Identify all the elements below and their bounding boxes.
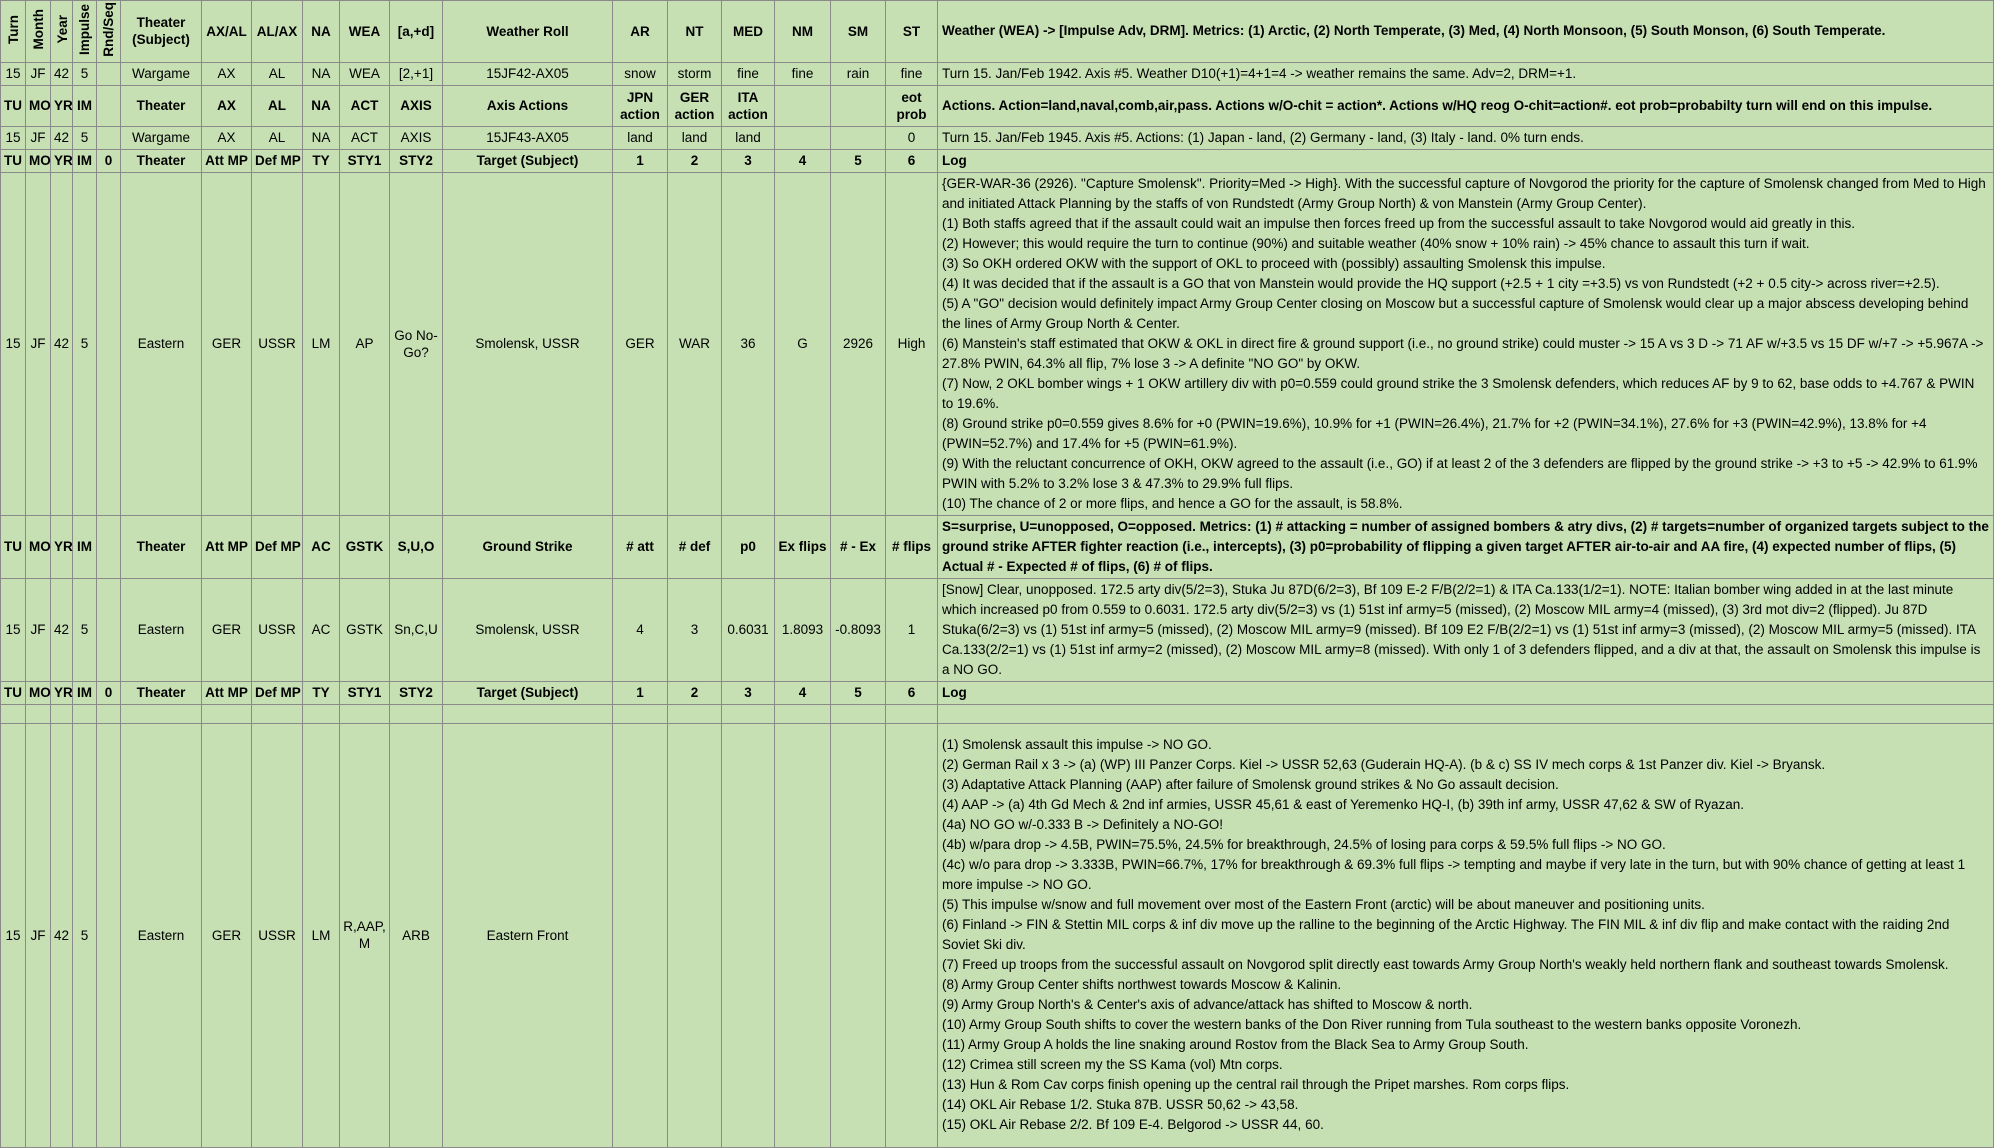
header-cell[interactable]: Month	[26, 1, 51, 63]
header-cell[interactable]: YR	[51, 681, 73, 704]
header-cell[interactable]: AX	[202, 85, 252, 126]
log-cell[interactable]	[938, 723, 1994, 1147]
header-cell[interactable]: TY	[303, 149, 340, 172]
cell[interactable]: 3	[668, 578, 722, 681]
header-cell[interactable]: Theater	[121, 515, 202, 578]
header-cell[interactable]: NA	[303, 85, 340, 126]
log-line: (7) Freed up troops from the successful assault on Novgorod split directly east towards Army Group North's weakly held northern flank and southeast towards Smolensk.	[942, 957, 1949, 973]
cell[interactable]: Wargame	[121, 62, 202, 85]
header-cell[interactable]	[97, 85, 121, 126]
cell[interactable]: JF	[26, 172, 51, 515]
cell[interactable]: 42	[51, 578, 73, 681]
header-cell[interactable]: Impulse	[73, 1, 97, 63]
header-cell[interactable]: AXIS	[390, 85, 443, 126]
empty-cell[interactable]	[340, 704, 390, 723]
cell[interactable]: [2,+1]	[390, 62, 443, 85]
cell[interactable]	[886, 723, 938, 1147]
cell[interactable]: 5	[73, 126, 97, 149]
header-cell[interactable]: 4	[775, 681, 831, 704]
cell[interactable]: Smolensk, USSR	[443, 578, 613, 681]
header-cell[interactable]: TU	[1, 85, 26, 126]
cell[interactable]	[775, 126, 831, 149]
header-cell[interactable]: AR	[613, 1, 668, 63]
log-cell[interactable]: Weather (WEA) -> [Impulse Adv, DRM]. Metrics: (1) Arctic, (2) North Temperate, (3) Med, (4) North Monsoon, (5) South Monson, (6) South Temperate.	[938, 1, 1994, 63]
cell[interactable]	[97, 172, 121, 515]
cell[interactable]: 1	[886, 578, 938, 681]
header-cell[interactable]: Ground Strike	[443, 515, 613, 578]
header-cell[interactable]: TU	[1, 515, 26, 578]
header-cell[interactable]: 6	[886, 681, 938, 704]
cell[interactable]: 5	[73, 723, 97, 1147]
cell[interactable]: AL	[252, 62, 303, 85]
cell[interactable]	[722, 723, 775, 1147]
cell[interactable]: GER	[202, 578, 252, 681]
header-cell[interactable]: YR	[51, 515, 73, 578]
header-cell[interactable]: Axis Actions	[443, 85, 613, 126]
cell[interactable]	[97, 578, 121, 681]
empty-cell[interactable]	[886, 704, 938, 723]
weather-header-row	[1, 1, 1994, 63]
header-cell[interactable]: IM	[73, 515, 97, 578]
cell[interactable]: 0.6031	[722, 578, 775, 681]
log-line: (4) It was decided that if the assault is a GO that von Manstein would provide the HQ support (+2.5 + 1 city =+3.5) vs von Rundstedt (+2 + 0.5 city-> across river=+2.5).	[942, 275, 1940, 291]
log-line: (5) A "GO" decision would definitely impact Army Group Center closing on Moscow but a successful capture of Smolensk would clear up a major abscess developing behind the lines of Army Group North & Center.	[942, 295, 1969, 331]
log-line: (11) Army Group A holds the line snaking around Rostov from the Black Sea to Army Group South.	[942, 1037, 1529, 1053]
header-cell[interactable]: 0	[97, 681, 121, 704]
header-cell[interactable]: Att MP	[202, 149, 252, 172]
header-cell[interactable]: IM	[73, 149, 97, 172]
header-cell[interactable]: ST	[886, 1, 938, 63]
empty-cell[interactable]	[390, 704, 443, 723]
header-cell[interactable]: Theater	[121, 681, 202, 704]
cell[interactable]: Sn,C,U	[390, 578, 443, 681]
header-cell[interactable]: 4	[775, 149, 831, 172]
log-line: (13) Hun & Rom Cav corps finish opening up the central rail through the Pripet marshes. Rom corps flips.	[942, 1077, 1570, 1093]
header-cell[interactable]: 5	[831, 149, 886, 172]
header-cell[interactable]: AL/AX	[252, 1, 303, 63]
cell[interactable]	[97, 723, 121, 1147]
empty-cell[interactable]	[252, 704, 303, 723]
header-cell[interactable]: Year	[51, 1, 73, 63]
empty-cell[interactable]	[121, 704, 202, 723]
eastern-front-row	[1, 723, 1994, 1147]
header-cell[interactable]: TU	[1, 681, 26, 704]
log-cell[interactable]: Log	[938, 681, 1994, 704]
header-cell[interactable]: Weather Roll	[443, 1, 613, 63]
log-cell[interactable]: Turn 15. Jan/Feb 1945. Axis #5. Actions: (1) Japan - land, (2) Germany - land, (3) Italy - land. 0% turn ends.	[938, 126, 1994, 149]
cell[interactable]: G	[775, 172, 831, 515]
log-cell[interactable]: Log	[938, 149, 1994, 172]
header-cell[interactable]: AC	[303, 515, 340, 578]
log-cell[interactable]	[938, 172, 1994, 515]
cell[interactable]: fine	[722, 62, 775, 85]
cell[interactable]	[831, 126, 886, 149]
cell[interactable]: USSR	[252, 172, 303, 515]
header-cell[interactable]: 6	[886, 149, 938, 172]
log-line: {GER-WAR-36 (2926). "Capture Smolensk". Priority=Med -> High}. With the successful capture of Novgorod the priority for the capture of Smolensk changed from Med to High and initiated Attack Planning by the staffs of von Rundstedt (Army Group North) & von Manstein (Army Group Center).	[942, 175, 1986, 211]
header-cell[interactable]: [a,+d]	[390, 1, 443, 63]
header-cell[interactable]: 0	[97, 149, 121, 172]
log-line: (9) With the reluctant concurrence of OKH, OKW agreed to the assault (i.e., GO) if at least 2 of the 3 defenders are flipped by the ground strike -> +3 to +5 -> 42.9% to 61.9% PWIN with 5.2% to 3.2% lose 3 & 47.3% to 29.9% full flips.	[942, 455, 1978, 491]
cell[interactable]: land	[613, 126, 668, 149]
header-cell[interactable]: 5	[831, 681, 886, 704]
header-cell[interactable]: WEA	[340, 1, 390, 63]
empty-cell[interactable]	[613, 704, 668, 723]
cell[interactable]: NA	[303, 126, 340, 149]
header-cell[interactable]: Def MP	[252, 149, 303, 172]
header-cell[interactable]: 3	[722, 681, 775, 704]
header-cell[interactable]: SM	[831, 1, 886, 63]
cell[interactable]: WEA	[340, 62, 390, 85]
header-cell[interactable]: Theater	[121, 149, 202, 172]
header-cell[interactable]: STY1	[340, 149, 390, 172]
header-cell[interactable]: # flips	[886, 515, 938, 578]
header-cell[interactable]: TU	[1, 149, 26, 172]
log-line: (4b) w/para drop -> 4.5B, PWIN=75.5%, 24.5% for breakthrough, 24.5% of losing para corps & 59.5% full flips -> NO GO.	[942, 837, 1666, 853]
empty-cell[interactable]	[443, 704, 613, 723]
cell[interactable]: JF	[26, 126, 51, 149]
header-cell[interactable]	[831, 85, 886, 126]
cell[interactable]: 15	[1, 172, 26, 515]
gstk-data-row	[1, 578, 1994, 681]
cell[interactable]: 42	[51, 62, 73, 85]
header-cell[interactable]: MO	[26, 149, 51, 172]
actions-data-row	[1, 126, 1994, 149]
cell[interactable]: 2926	[831, 172, 886, 515]
cell[interactable]: LM	[303, 723, 340, 1147]
header-cell[interactable]: IM	[73, 85, 97, 126]
cell[interactable]: 42	[51, 723, 73, 1147]
empty-cell[interactable]	[26, 704, 51, 723]
header-cell[interactable]: STY1	[340, 681, 390, 704]
cell[interactable]: 15	[1, 578, 26, 681]
header-cell[interactable]: Theater	[121, 85, 202, 126]
empty-cell[interactable]	[73, 704, 97, 723]
log-line: (9) Army Group North's & Center's axis of advance/attack has shifted to Moscow & north.	[942, 997, 1473, 1013]
cell[interactable]: GER	[202, 723, 252, 1147]
header-cell[interactable]: p0	[722, 515, 775, 578]
header-cell[interactable]: Rnd/Seq	[97, 1, 121, 63]
cell[interactable]: High	[886, 172, 938, 515]
cell[interactable]: 15	[1, 62, 26, 85]
cell[interactable]: snow	[613, 62, 668, 85]
empty-cell[interactable]	[831, 704, 886, 723]
cell[interactable]: USSR	[252, 578, 303, 681]
header-cell[interactable]: AL	[252, 85, 303, 126]
cell[interactable]: ARB	[390, 723, 443, 1147]
log-line: (8) Army Group Center shifts northwest towards Moscow & Kalinin.	[942, 977, 1342, 993]
header-cell[interactable]: NT	[668, 1, 722, 63]
cell[interactable]: 15	[1, 723, 26, 1147]
header-cell[interactable]	[775, 85, 831, 126]
log-line: (2) German Rail x 3 -> (a) (WP) III Panzer Corps. Kiel -> USSR 52,63 (Guderain HQ-A). (b & c) SS IV mech corps & 1st Panzer div. Kiel -> Bryansk.	[942, 757, 1826, 773]
cell[interactable]	[97, 62, 121, 85]
empty-cell[interactable]	[722, 704, 775, 723]
cell[interactable]: Wargame	[121, 126, 202, 149]
cell[interactable]: Smolensk, USSR	[443, 172, 613, 515]
empty-cell[interactable]	[1, 704, 26, 723]
cell[interactable]: 1.8093	[775, 578, 831, 681]
header-cell[interactable]: Theater (Subject)	[121, 1, 202, 63]
cell[interactable]: 36	[722, 172, 775, 515]
header-cell[interactable]: Att MP	[202, 515, 252, 578]
header-cell[interactable]: ITA action	[722, 85, 775, 126]
cell[interactable]: AX	[202, 62, 252, 85]
header-cell[interactable]: Target (Subject)	[443, 681, 613, 704]
header-cell[interactable]: 3	[722, 149, 775, 172]
empty-cell[interactable]	[938, 704, 1994, 723]
cell[interactable]	[97, 126, 121, 149]
header-cell[interactable]: Att MP	[202, 681, 252, 704]
cell[interactable]: Go No-Go?	[390, 172, 443, 515]
cell[interactable]: Eastern	[121, 723, 202, 1147]
cell[interactable]: GSTK	[340, 578, 390, 681]
cell[interactable]: AC	[303, 578, 340, 681]
header-cell[interactable]: 2	[668, 681, 722, 704]
log-cell[interactable]: S=surprise, U=unopposed, O=opposed. Metrics: (1) # attacking = number of assigned bombers & atry divs, (2) # targets=number of organized targets subject to the ground strike AFTER fighter reaction (i.e., intercepts), (3) p0=probability of flipping a given target AFTER air-to-air and AA fire, (4) expected number of flips, (5) Actual # - Expected # of flips, (6) # of flips.	[938, 515, 1994, 578]
cell[interactable]: -0.8093	[831, 578, 886, 681]
cell[interactable]: AL	[252, 126, 303, 149]
cell[interactable]: GER	[202, 172, 252, 515]
cell[interactable]: JF	[26, 62, 51, 85]
cell[interactable]: Eastern	[121, 172, 202, 515]
log-line: (5) This impulse w/snow and full movement over most of the Eastern Front (arctic) will be about maneuver and positioning units.	[942, 897, 1705, 913]
blank-row	[1, 704, 1994, 723]
header-cell[interactable]: # def	[668, 515, 722, 578]
header-cell[interactable]: S,U,O	[390, 515, 443, 578]
header-cell[interactable]: Turn	[1, 1, 26, 63]
header-cell[interactable]: NM	[775, 1, 831, 63]
header-cell[interactable]: MO	[26, 85, 51, 126]
header-cell[interactable]: MO	[26, 515, 51, 578]
log-line: (14) OKL Air Rebase 1/2. Stuka 87B. USSR 50,62 -> 43,58.	[942, 1097, 1299, 1113]
log-line: (6) Finland -> FIN & Stettin MIL corps & inf div move up the ralline to the beginning of the Arctic Highway. The FIN MIL & inf div flip and make contact with the raiding 2nd Soviet Ski div.	[942, 917, 1950, 953]
empty-cell[interactable]	[51, 704, 73, 723]
log-line: (1) Smolensk assault this impulse -> NO GO.	[942, 737, 1212, 753]
cell[interactable]: fine	[775, 62, 831, 85]
cell[interactable]	[613, 723, 668, 1147]
cell[interactable]: Eastern Front	[443, 723, 613, 1147]
empty-cell[interactable]	[202, 704, 252, 723]
cell[interactable]	[775, 723, 831, 1147]
cell[interactable]: USSR	[252, 723, 303, 1147]
log-line: (7) Now, 2 OKL bomber wings + 1 OKW artillery div with p0=0.559 could ground strike the 3 Smolensk defenders, which reduces AF by 9 to 62, base odds to +4.767 & PWIN to 19.6%.	[942, 375, 1975, 411]
log-line: (8) Ground strike p0=0.559 gives 8.6% for +0 (PWIN=19.6%), 10.9% for +1 (PWIN=26.4%), 21.7% for +2 (PWIN=34.1%), 27.6% for +3 (PWIN=42.9%), 13.8% for +4 (PWIN=52.7%) and 17.4% for +5 (PWIN=61.9%).	[942, 415, 1927, 451]
header-cell[interactable]: NA	[303, 1, 340, 63]
header-cell[interactable]: GSTK	[340, 515, 390, 578]
actions-header-row	[1, 85, 1994, 126]
cell[interactable]	[831, 723, 886, 1147]
log-cell[interactable]: Actions. Action=land,naval,comb,air,pass. Actions w/O-chit = action*. Actions w/HQ reog O-chit=action#. eot prob=probabilty turn will end on this impulse.	[938, 85, 1994, 126]
header-cell[interactable]: Target (Subject)	[443, 149, 613, 172]
header-cell[interactable]: eot prob	[886, 85, 938, 126]
log-line: (3) Adaptative Attack Planning (AAP) after failure of Smolensk ground strikes & No Go assault decision.	[942, 777, 1559, 793]
header-cell[interactable]: # - Ex	[831, 515, 886, 578]
cell[interactable]: Eastern	[121, 578, 202, 681]
cell[interactable]: JF	[26, 578, 51, 681]
header-cell[interactable]: 2	[668, 149, 722, 172]
cell[interactable]: AX	[202, 126, 252, 149]
log-cell[interactable]: [Snow] Clear, unopposed. 172.5 arty div(5/2=3), Stuka Ju 87D(6/2=3), Bf 109 E-2 F/B(2/2=1) & ITA Ca.133(1/2=1). NOTE: Italian bomber wing added in at the last minute which increased p0 from 0.559 to 0.6031. 172.5 arty div(5/2=3) vs (1) 51st inf army=5 (missed), (2) Moscow MIL army=4 (missed), (3) 3rd mot div=2 (flipped). Ju 87D Stuka(6/2=3) vs (1) 51st inf army=5 (missed), (2) Moscow MIL army=9 (missed). Bf 109 E2 F/B(2/2=1) vs (1) 51st inf army=3 (missed), (2) Moscow MIL army=5 (missed). ITA Ca.133(2/2=1) vs (1) 51st inf army=2 (missed), (2) Moscow MIL army=8 (missed). With only 1 of 3 defenders flipped, and a div at that, the assault on Smolensk this impulse is a NO GO.	[938, 578, 1994, 681]
cell[interactable]: 0	[886, 126, 938, 149]
log-cell[interactable]: Turn 15. Jan/Feb 1942. Axis #5. Weather D10(+1)=4+1=4 -> weather remains the same. Adv=2, DRM=+1.	[938, 62, 1994, 85]
empty-cell[interactable]	[303, 704, 340, 723]
cell[interactable]: AP	[340, 172, 390, 515]
empty-cell[interactable]	[97, 704, 121, 723]
gstk-header-row	[1, 515, 1994, 578]
cell[interactable]: AXIS	[390, 126, 443, 149]
log-line: (15) OKL Air Rebase 2/2. Bf 109 E-4. Belgorod -> USSR 44, 60.	[942, 1117, 1324, 1133]
cell[interactable]: NA	[303, 62, 340, 85]
smolensk-plan-row	[1, 172, 1994, 515]
header-cell[interactable]: STY2	[390, 149, 443, 172]
log-line: (6) Manstein's staff estimated that OKW & OKL in direct fire & ground support (i.e., no ground strike) could muster -> 15 A vs 3 D -> 71 AF w/+3.5 vs 15 DF w/+7 -> +5.967A -> 27.8% PWIN, 64.3% all flip, 7% lose 3 -> A definite "NO GO" by OKW.	[942, 335, 1984, 371]
log-header-row-2	[1, 681, 1994, 704]
header-cell[interactable]: STY2	[390, 681, 443, 704]
header-cell[interactable]: Ex flips	[775, 515, 831, 578]
log-line: (12) Crimea still screen my the SS Kama (vol) Mtn corps.	[942, 1057, 1283, 1073]
header-cell[interactable]: Def MP	[252, 515, 303, 578]
header-cell[interactable]: # att	[613, 515, 668, 578]
log-line: (10) Army Group South shifts to cover the western banks of the Don River running from Tula southeast to the western banks opposite Voronezh.	[942, 1017, 1802, 1033]
header-cell[interactable]: AX/AL	[202, 1, 252, 63]
header-cell[interactable]	[97, 515, 121, 578]
cell[interactable]	[668, 723, 722, 1147]
log-line: (1) Both staffs agreed that if the assault could wait an impulse then forces freed up from the successful assault to take Novgorod would aid greatly in this.	[942, 215, 1855, 231]
log-line: (2) However; this would require the turn to continue (90%) and suitable weather (40% snow + 10% rain) -> 45% chance to assault this turn if wait.	[942, 235, 1810, 251]
cell[interactable]: 15	[1, 126, 26, 149]
cell[interactable]: 42	[51, 172, 73, 515]
log-header-row	[1, 149, 1994, 172]
header-cell[interactable]: GER action	[668, 85, 722, 126]
cell[interactable]: 15JF42-AX05	[443, 62, 613, 85]
header-cell[interactable]: 1	[613, 149, 668, 172]
cell[interactable]: 4	[613, 578, 668, 681]
cell[interactable]: land	[722, 126, 775, 149]
empty-cell[interactable]	[775, 704, 831, 723]
header-cell[interactable]: IM	[73, 681, 97, 704]
header-cell[interactable]: Def MP	[252, 681, 303, 704]
cell[interactable]: rain	[831, 62, 886, 85]
cell[interactable]: storm	[668, 62, 722, 85]
log-line: (4c) w/o para drop -> 3.333B, PWIN=66.7%, 17% for breakthrough & 69.3% full flips -> tempting and maybe if very late in the turn, but with 90% chance of getting at least 1 more impulse -> NO GO.	[942, 857, 1966, 893]
cell[interactable]: GER	[613, 172, 668, 515]
cell[interactable]: 5	[73, 578, 97, 681]
cell[interactable]: 5	[73, 62, 97, 85]
log-line: (3) So OKH ordered OKW with the support of OKL to proceed with (possibly) assaulting Smolensk this impulse.	[942, 255, 1606, 271]
log-line: (4a) NO GO w/-0.333 B -> Definitely a NO-GO!	[942, 817, 1223, 833]
empty-cell[interactable]	[668, 704, 722, 723]
cell[interactable]: land	[668, 126, 722, 149]
cell[interactable]: ACT	[340, 126, 390, 149]
cell[interactable]: JF	[26, 723, 51, 1147]
header-cell[interactable]: JPN action	[613, 85, 668, 126]
cell[interactable]: LM	[303, 172, 340, 515]
header-cell[interactable]: 1	[613, 681, 668, 704]
log-line: (4) AAP -> (a) 4th Gd Mech & 2nd inf armies, USSR 45,61 & east of Yeremenko HQ-I, (b) 39th inf army, USSR 47,62 & SW of Ryazan.	[942, 797, 1744, 813]
header-cell[interactable]: MO	[26, 681, 51, 704]
header-cell[interactable]: ACT	[340, 85, 390, 126]
log-line: (10) The chance of 2 or more flips, and hence a GO for the assault, is 58.8%.	[942, 495, 1403, 511]
cell[interactable]: 5	[73, 172, 97, 515]
header-cell[interactable]: YR	[51, 85, 73, 126]
header-cell[interactable]: MED	[722, 1, 775, 63]
cell[interactable]: R,AAP, M	[340, 723, 390, 1147]
cell[interactable]: WAR	[668, 172, 722, 515]
cell[interactable]: fine	[886, 62, 938, 85]
header-cell[interactable]: TY	[303, 681, 340, 704]
weather-data-row	[1, 62, 1994, 85]
cell[interactable]: 42	[51, 126, 73, 149]
cell[interactable]: 15JF43-AX05	[443, 126, 613, 149]
header-cell[interactable]: YR	[51, 149, 73, 172]
